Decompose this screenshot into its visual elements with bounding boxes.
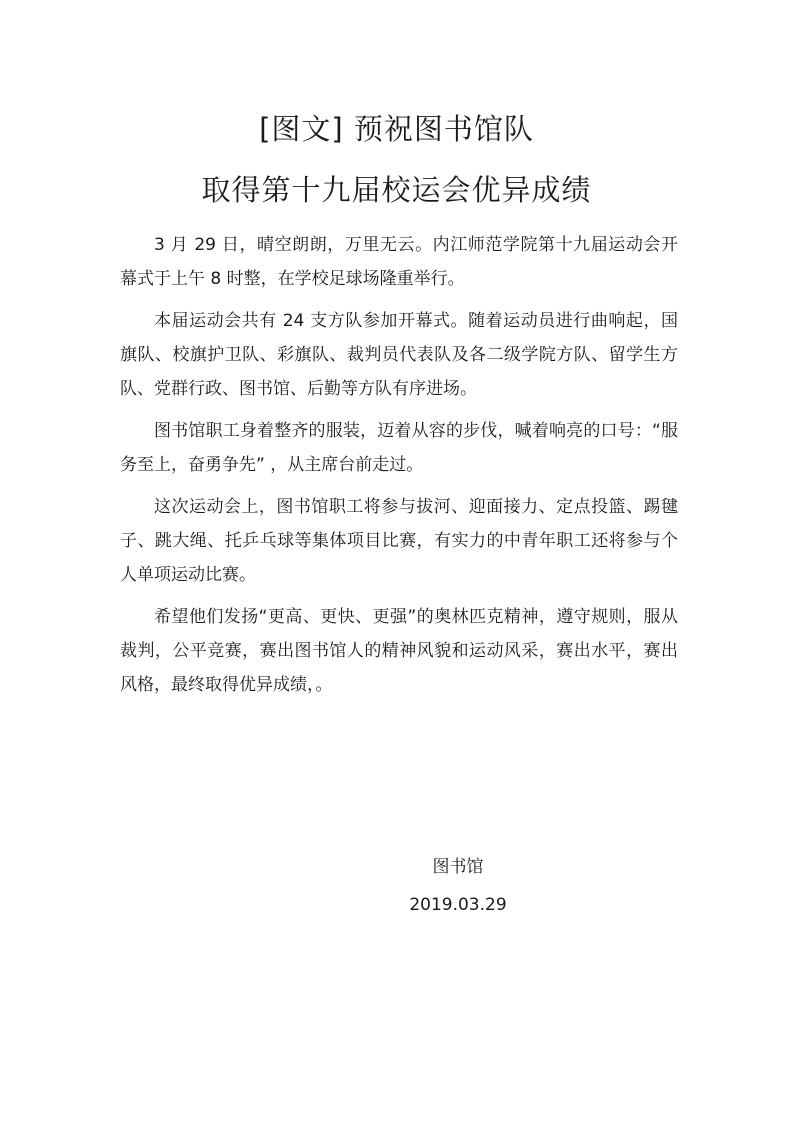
- article-body: [120, 228, 678, 710]
- signature-organization: 图书馆: [432, 857, 484, 877]
- paragraph-wishes: 希望他们发扬“更高、更快、更强”的奥林匹克精神，遵守规则，服从裁判，公平竞赛，赛出图书馆人的精神风貌和运动风采，赛出水平，赛出风格，最终取得优异成绩，。: [120, 607, 678, 695]
- page-title-line-2: 取得第十九届校运会优异成绩: [201, 173, 592, 207]
- paragraph-library-staff: 图书馆职工身着整齐的服装，迈着从容的步伐，喊着响亮的口号：“服务至上，奋勇争先” ，从主席台前走过。: [120, 421, 678, 475]
- paragraph-opening: 3 月 29 日，晴空朗朗，万里无云。内江师范学院第十九届运动会开幕式于上午 8 时整，在学校足球场隆重举行。: [120, 235, 678, 289]
- signature-date: 2019.03.29: [409, 895, 507, 915]
- paragraph-teams: 本届运动会共有 24 支方队参加开幕式。随着运动员进行曲响起，国旗队、校旗护卫队、彩旗队、裁判员代表队及各二级学院方队、留学生方队、党群行政、图书馆、后勤等方队有序进场。: [120, 311, 678, 399]
- paragraph-events: 这次运动会上，图书馆职工将参与拔河、迎面接力、定点投篮、踢毽子、跳大绳、托乒乓球等集体项目比赛，有实力的中青年职工还将参与个人单项运动比赛。: [120, 497, 678, 585]
- page-title-line-1: [图文] 预祝图书馆队: [259, 112, 534, 146]
